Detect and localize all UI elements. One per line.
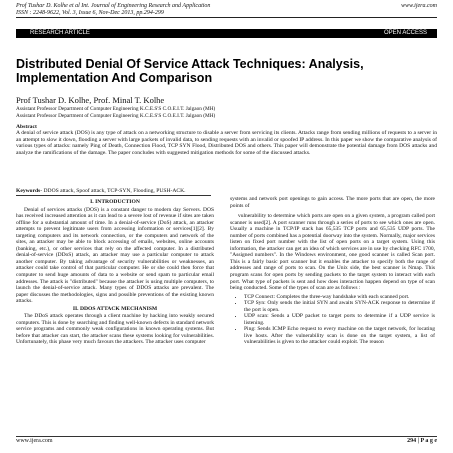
keywords-text: - DDOS attack, Spoof attack, TCP-SYN, Flooding, PUSH-ACK. <box>40 188 186 194</box>
scan-types-list <box>230 294 435 346</box>
list-item: • UDP scan: Sends a UDP packet to target ports to determine if a UDP service is listening. <box>244 313 435 326</box>
article-type-label: RESEARCH ARTICLE <box>30 30 90 36</box>
paper-title: Distributed Denial Of Service Attack Techniques: Analysis, Implementation And Comparison <box>16 57 364 85</box>
introduction-text: Denial of services attacks (DOS) is a constant danger to modern day Servers. DOS has received increased attention as it can lead to a severe lost of revenue if sites are taken offline for a substantial amount of time. In a denial-of-service (DoS) attack, an attacker attempts to prevent legitimate users from accessing information or services[1][2]. By targeting computers and its network connection, or the computers and network of the sites, an attacker may be able to block accessing of emails, websites, online accounts (banking, etc.), or other services that rely on the affected computer. In a distributed denial-of-service (DDoS) attack, an attacker may use a particular computer to attack another computer. By taking advantage of security vulnerabilities or weaknesses, an attacker could take control of that particular computer. He or she could then force that computer to send huge amounts of data to a website or send spam to particular email addresses. The attack is "distributed" because the attacker is using multiple computers, to launch the denial-of-service attack. Many types of DDOS attacks are prevalent. The paper discusses the methodologies, signs and possible preventions of the existing known attacks. <box>16 206 214 305</box>
keywords <box>16 188 437 194</box>
running-header <box>16 3 437 18</box>
keywords-label: Keywords <box>16 188 41 194</box>
list-item: • TCP Syn: Only sends the initial SYN and awaits SYN-ACK response to determine if the port is open. <box>244 300 435 313</box>
affiliations <box>16 106 215 119</box>
continued-text: systems and network port openings to gain access. The more ports that are open, the more points of <box>230 196 435 209</box>
header-rule <box>16 17 437 18</box>
affiliation-1: Assistant Professor Department of Computer Engineering K.C.E.S'S C.O.E.I.T. Jalgaon (MH) <box>16 106 216 112</box>
section-heading-mechanism: II. DDOS ATTACK MECHANISM <box>72 305 158 312</box>
mechanism-text: The DDoS attack operates through a client machine by hacking into weakly secured computers. This is done by searching and finding well-known defects in standard network service programs and commonly weak configurations in known operating systems. But before that attacker can start, the attacker scans these systems looking for vulnerabilities. Unfortunately, this phase very much favours the attackers. The attacker uses computer <box>16 313 215 346</box>
article-banner <box>16 29 437 38</box>
abstract-text: A denial of service attack (DOS) is any type of attack on a networking structure to disable a server from servicing its clients. Attacks range from sending millions of requests to a server in an attempt to slow it down, flooding a server with large packets of invalid data, to sending requests with an invalid or spoofed IP address. In this paper we show the comparative analysis of various types of attacks: namely Ping of Death, Connection Flood, TCP SYN Flood, Distributed DOS and others. This paper will demonstrate the potential damage from DOS attacks and analyze the ramifications of the damage. The paper concludes with suggested mitigation methods for some of the discussed attacks. <box>16 130 437 156</box>
abstract-label: Abstract <box>16 124 37 130</box>
abstract <box>16 124 437 156</box>
open-access-label: OPEN ACCESS <box>383 30 427 36</box>
left-column <box>16 198 214 346</box>
list-item: • TCP Connect: Completes the three-way handshake with each scanned port. <box>244 294 435 301</box>
page-footer <box>16 436 437 444</box>
right-column <box>230 196 435 346</box>
issn-line: ISSN : 2248-9622, Vol. 3, Issue 6, Nov-Dec 2013, pp.294-299 <box>16 10 164 16</box>
journal-website[interactable]: www.ijera.com <box>401 3 437 9</box>
journal-citation: Prof Tushar D. Kolhe et al Int. Journal of Engineering Research and Application <box>16 3 211 9</box>
footer-website[interactable]: www.ijera.com <box>16 438 53 444</box>
section-heading-introduction: I. INTRODUCTION <box>90 199 140 205</box>
list-item: • Ping: Sends ICMP Echo request to every machine on the target network, for locating live hosts. After the vulnerability scan is done on the target system, a list of vulnerabilities is given to the attacker could exploit. The reason <box>244 326 435 346</box>
authors: Prof Tushar D. Kolhe, Prof. Minal T. Kolhe <box>16 95 165 105</box>
page-number: 294 | P a g e <box>407 438 437 444</box>
port-scan-text: vulnerability to determine which ports are open on a given system, a program called port scanner is used[2]. A port scanner runs through a series of ports to see which ones are open. Usually a machine in TCP/IP stack has 65,535 TCP ports and 65,535 UDP ports. The number of ports combined has a potential doorway into the system. Normally, major services listen on fixed port number with the list of open ports on a target system. Using this information, the attacker can get an idea of which services are in use by checking RFC 1700, "Assigned numbers". In the Windows environment, one good scanner is called Scan port. This is a fairly basic port scanner but it enables the attacker to specify both the range of addresses and range of ports to scan. On the Unix side, the best scanner is Nmap. This program scans for open ports by sending packets to the target system to interact with each port. What type of packets is sent and how does interaction happen depend on type of scan being conducted. Some of the types of scan are as follows : <box>230 213 435 292</box>
keywords-rule <box>16 195 211 196</box>
affiliation-2: Assistant Professor Department of Computer Engineering K.C.E.S'S C.O.E.I.T. Jalgaon (MH) <box>16 112 216 119</box>
